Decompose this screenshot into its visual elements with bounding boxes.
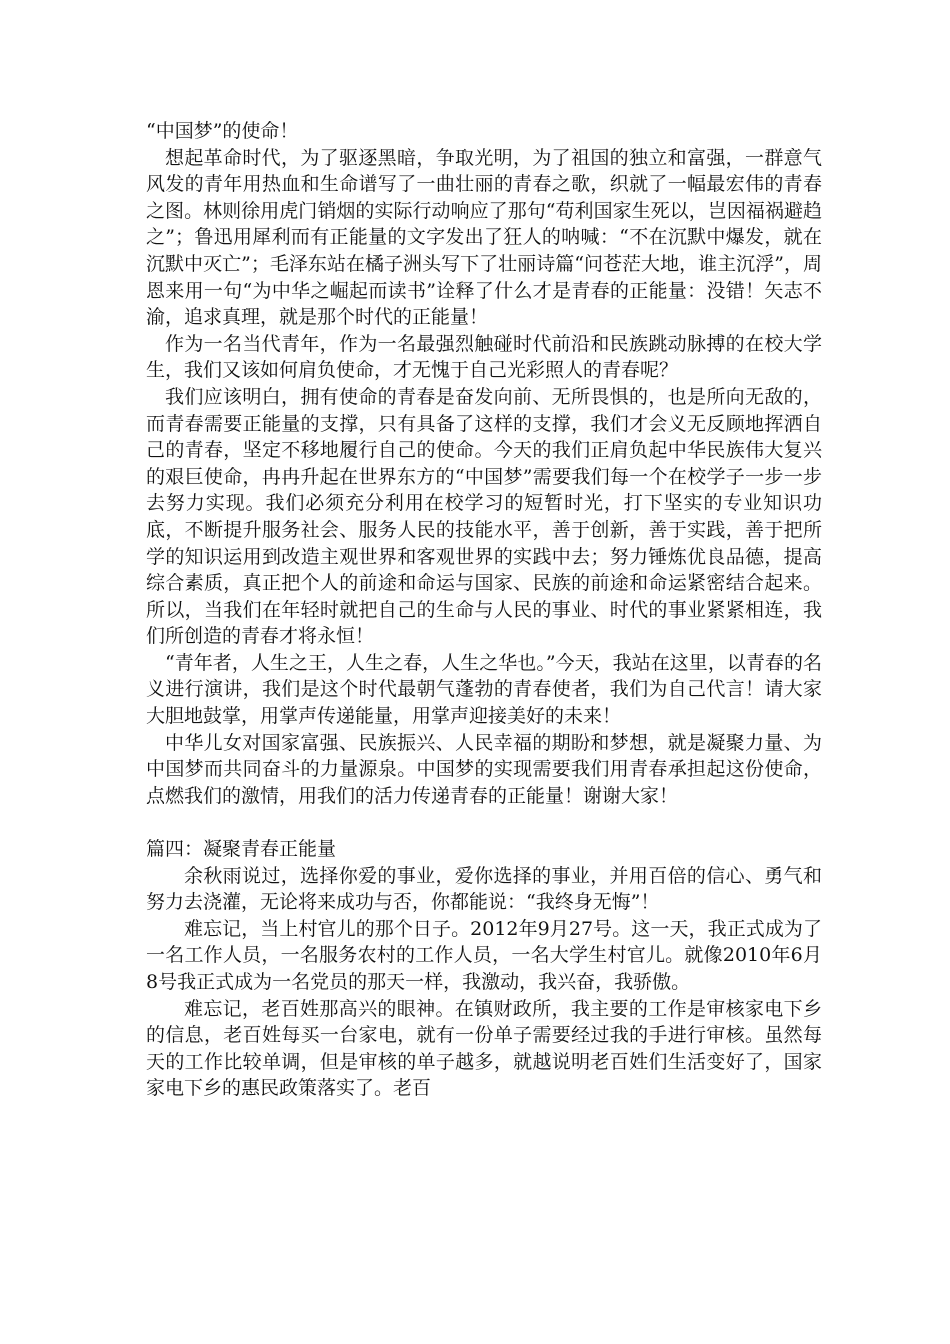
- paragraph-yu-qiuyu: 余秋雨说过，选择你爱的事业，爱你选择的事业，并用百倍的信心、勇气和努力去浇灌，无论将来成功与否，你都能说：“我终身无悔”！: [146, 864, 822, 914]
- top-heading: “中国梦”的使命！: [146, 120, 299, 142]
- paragraph-village-official-day: 难忘记，当上村官儿的那个日子。2012年9月27号。这一天，我正式成为了一名工作人员，一名服务农村的工作人员，一名大学生村官儿。就像2010年6月8号我正式成为一名党员的那天一样，我激动，我兴奋，我骄傲。: [146, 917, 822, 993]
- paragraph-revolution-era: 想起革命时代，为了驱逐黑暗，争取光明，为了祖国的独立和富强，一群意气风发的青年用热血和生命谱写了一曲壮丽的青春之歌，织就了一幅最宏伟的青春之图。林则徐用虎门销烟的实际行动响应了那句“苟利国家生死以，岂因福祸避趋之”；鲁迅用犀利而有正能量的文字发出了狂人的呐喊：“不在沉默中爆发，就在沉默中灭亡”；毛泽东站在橘子洲头写下了壮丽诗篇“问苍茫大地，谁主沉浮”，周恩来用一句“为中华之崛起而读书”诠释了什么才是青春的正能量：没错！矢志不渝，追求真理，就是那个时代的正能量！: [146, 146, 822, 329]
- paragraph-chinese-dream: 中华儿女对国家富强、民族振兴、人民幸福的期盼和梦想，就是凝聚力量、为中国梦而共同奋斗的力量源泉。中国梦的实现需要我们用青春承担起这份使命，点燃我们的激情，用我们的活力传递青春的正能量！谢谢大家！: [146, 731, 822, 807]
- paragraph-villagers-eyes: 难忘记，老百姓那高兴的眼神。在镇财政所，我主要的工作是审核家电下乡的信息，老百姓每买一台家电，就有一份单子需要经过我的手进行审核。虽然每天的工作比较单调，但是审核的单子越多，就越说明老百姓们生活变好了，国家家电下乡的惠民政策落实了。老百: [146, 997, 822, 1100]
- document-page: [146, 118, 822, 1102]
- section-spacer: [146, 809, 822, 836]
- section-heading: 篇四：凝聚青春正能量: [146, 838, 337, 861]
- paragraph-contemporary-youth: 作为一名当代青年，作为一名最强烈触碰时代前沿和民族跳动脉搏的在校大学生，我们又该如何肩负使命，才无愧于自己光彩照人的青春呢？: [146, 332, 822, 382]
- paragraph-mission-youth: 我们应该明白，拥有使命的青春是奋发向前、无所畏惧的，也是所向无敌的，而青春需要正能量的支撑，只有具备了这样的支撑，我们才会义无反顾地挥洒自己的青春，坚定不移地履行自己的使命。今天的我们正肩负起中华民族伟大复兴的艰巨使命，冉冉升起在世界东方的“中国梦”需要我们每一个在校学子一步一步去努力实现。我们必须充分利用在校学习的短暂时光，打下坚实的专业知识功底，不断提升服务社会、服务人民的技能水平，善于创新，善于实践，善于把所学的知识运用到改造主观世界和客观世界的实践中去；努力锤炼优良品德，提高综合素质，真正把个人的前途和命运与国家、民族的前途和命运紧密结合起来。所以，当我们在年轻时就把自己的生命与人民的事业、时代的事业紧紧相连，我们所创造的青春才将永恒！: [146, 385, 822, 648]
- paragraph-speech-quote: “青年者，人生之王，人生之春，人生之华也。”今天，我站在这里，以青春的名义进行演讲，我们是这个时代最朝气蓬勃的青春使者，我们为自己代言！请大家大胆地鼓掌，用掌声传递能量，用掌声迎接美好的未来！: [146, 651, 822, 728]
